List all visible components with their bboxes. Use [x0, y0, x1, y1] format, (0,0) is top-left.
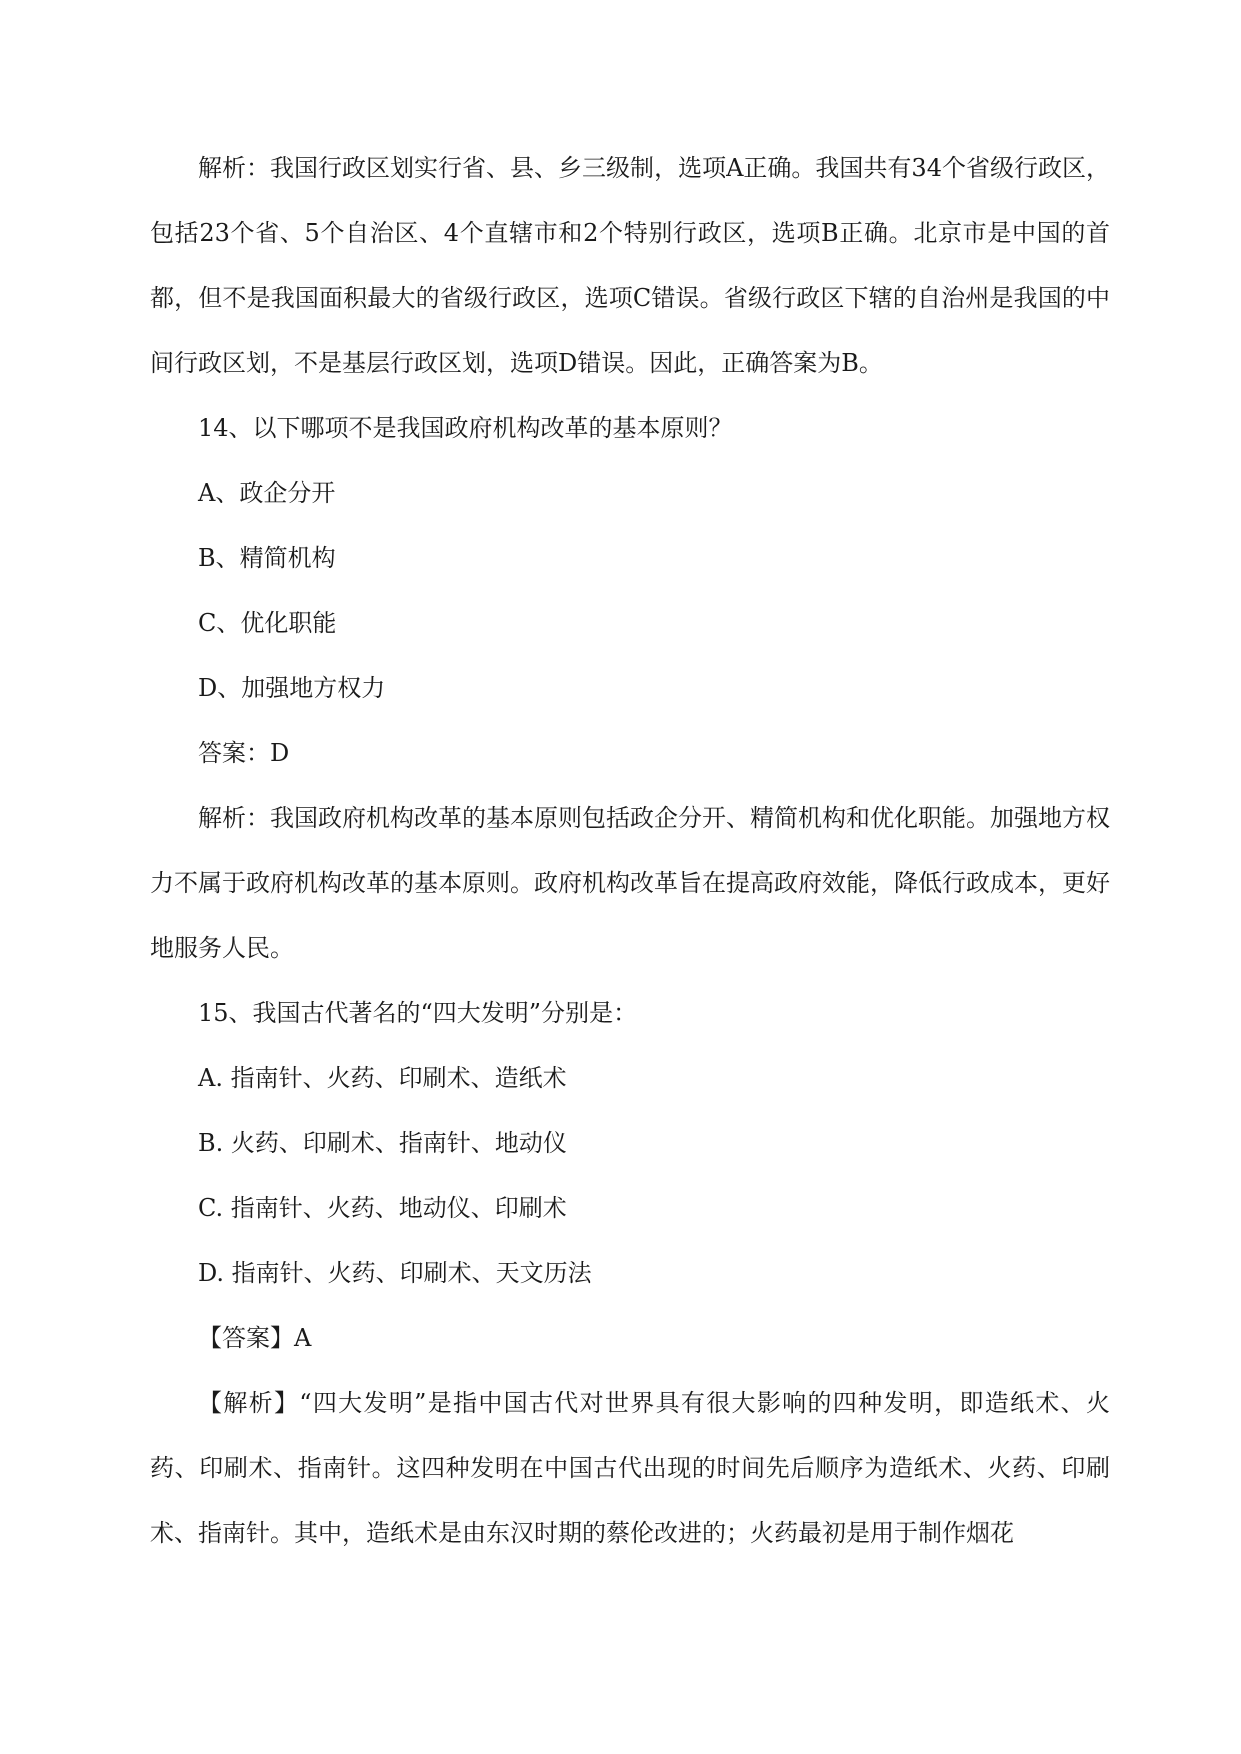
- q15-question: 15、我国古代著名的“四大发明”分别是：: [198, 999, 638, 1027]
- q15-option-a: A. 指南针、火药、印刷术、造纸术: [198, 1064, 567, 1092]
- document-page: [150, 136, 1110, 1566]
- q15-answer: 【答案】A: [198, 1324, 312, 1352]
- q14-question: 14、以下哪项不是我国政府机构改革的基本原则？: [198, 414, 733, 442]
- q14-answer: 答案：D: [198, 739, 290, 767]
- q15-option-d: D. 指南针、火药、印刷术、天文历法: [198, 1259, 592, 1287]
- q14-option-a: A、政企分开: [198, 479, 336, 507]
- q15-option-c: C. 指南针、火药、地动仪、印刷术: [198, 1194, 567, 1222]
- q14-option-c: C、优化职能: [198, 609, 337, 637]
- q13-explanation: 解析：我国行政区划实行省、县、乡三级制，选项A正确。我国共有34个省级行政区，包括23个省、5个自治区、4个直辖市和2个特别行政区，选项B正确。北京市是中国的首都，但不是我国面积最大的省级行政区，选项C错误。省级行政区下辖的自治州是我国的中间行政区划，不是基层行政区划，选项D错误。因此，正确答案为B。: [150, 154, 1110, 377]
- q14-option-b: B、精简机构: [198, 544, 336, 572]
- q14-option-d: D、加强地方权力: [198, 674, 386, 702]
- q15-explanation: 【解析】“四大发明”是指中国古代对世界具有很大影响的四种发明，即造纸术、火药、印刷术、指南针。这四种发明在中国古代出现的时间先后顺序为造纸术、火药、印刷术、指南针。其中，造纸术是由东汉时期的蔡伦改进的；火药最初是用于制作烟花: [150, 1389, 1110, 1547]
- q14-explanation: 解析：我国政府机构改革的基本原则包括政企分开、精简机构和优化职能。加强地方权力不属于政府机构改革的基本原则。政府机构改革旨在提高政府效能，降低行政成本，更好地服务人民。: [150, 804, 1110, 962]
- q15-option-b: B. 火药、印刷术、指南针、地动仪: [198, 1129, 567, 1157]
